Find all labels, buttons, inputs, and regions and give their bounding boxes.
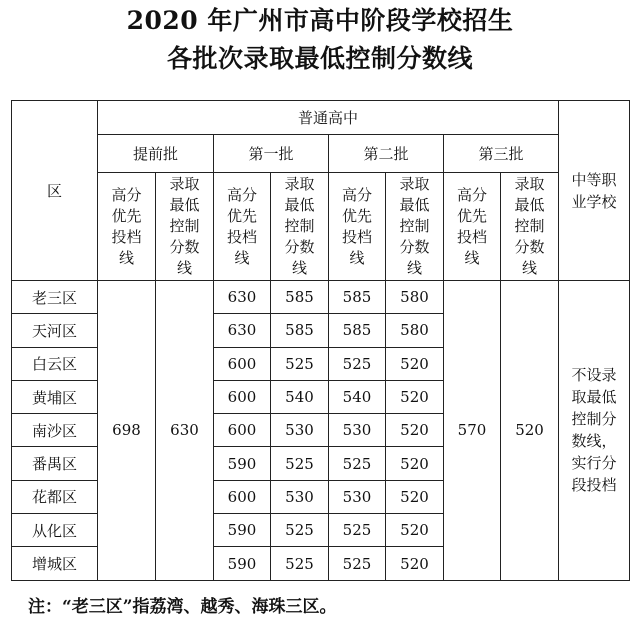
first-min-score: 525 xyxy=(271,514,329,547)
first-min-score: 525 xyxy=(271,447,329,480)
batch-header-early: 提前批 xyxy=(98,135,214,173)
early-high-score: 698 xyxy=(98,281,156,581)
first-min-score: 540 xyxy=(271,380,329,413)
first-high-score: 600 xyxy=(214,480,271,513)
first-high-score: 600 xyxy=(214,380,271,413)
header-row-general xyxy=(12,101,630,135)
district-name: 天河区 xyxy=(12,314,98,347)
first-min-score-header: 录取 最低 控制 分数 线 xyxy=(271,173,329,281)
general-high-school-header: 普通高中 xyxy=(98,101,559,135)
vocational-note: 不设录 取最低 控制分 数线， 实行分 段投档 xyxy=(559,281,630,581)
first-high-score: 590 xyxy=(214,514,271,547)
early-min-score: 630 xyxy=(156,281,214,581)
second-min-score-header: 录取 最低 控制 分数 线 xyxy=(386,173,444,281)
district-header: 区 xyxy=(12,101,98,281)
early-min-score-header: 录取 最低 控制 分数 线 xyxy=(156,173,214,281)
second-min-score: 520 xyxy=(386,414,444,447)
third-min-score-header: 录取 最低 控制 分数 线 xyxy=(501,173,559,281)
second-high-score: 585 xyxy=(329,281,386,314)
second-high-score: 525 xyxy=(329,514,386,547)
first-min-score: 585 xyxy=(271,281,329,314)
district-name: 白云区 xyxy=(12,347,98,380)
district-name: 花都区 xyxy=(12,480,98,513)
first-min-score: 525 xyxy=(271,547,329,580)
first-high-score-header: 高分 优先 投档 线 xyxy=(214,173,271,281)
header-row-sub xyxy=(12,173,630,281)
district-name: 南沙区 xyxy=(12,414,98,447)
footnote: 注：“老三区”指荔湾、越秀、海珠三区。 xyxy=(28,597,337,617)
district-name: 增城区 xyxy=(12,547,98,580)
first-min-score: 525 xyxy=(271,347,329,380)
document-title-line1: 2020 年广州市高中阶段学校招生 xyxy=(126,6,514,35)
early-high-score-header: 高分 优先 投档 线 xyxy=(98,173,156,281)
second-high-score: 585 xyxy=(329,314,386,347)
score-table xyxy=(11,100,630,581)
third-min-score: 520 xyxy=(501,281,559,581)
second-min-score: 520 xyxy=(386,547,444,580)
second-high-score: 540 xyxy=(329,380,386,413)
second-high-score: 525 xyxy=(329,447,386,480)
second-high-score: 525 xyxy=(329,347,386,380)
batch-header-second: 第二批 xyxy=(329,135,444,173)
first-high-score: 600 xyxy=(214,347,271,380)
second-min-score: 580 xyxy=(386,281,444,314)
second-min-score: 580 xyxy=(386,314,444,347)
second-high-score: 525 xyxy=(329,547,386,580)
first-min-score: 530 xyxy=(271,480,329,513)
first-high-score: 630 xyxy=(214,281,271,314)
third-high-score-header: 高分 优先 投档 线 xyxy=(444,173,501,281)
district-name: 从化区 xyxy=(12,514,98,547)
vocational-header: 中等职 业学校 xyxy=(559,101,630,281)
first-min-score: 585 xyxy=(271,314,329,347)
second-min-score: 520 xyxy=(386,480,444,513)
district-name: 黄埔区 xyxy=(12,380,98,413)
second-min-score: 520 xyxy=(386,347,444,380)
third-high-score: 570 xyxy=(444,281,501,581)
district-name: 番禺区 xyxy=(12,447,98,480)
second-min-score: 520 xyxy=(386,447,444,480)
first-high-score: 590 xyxy=(214,547,271,580)
first-high-score: 630 xyxy=(214,314,271,347)
second-high-score: 530 xyxy=(329,414,386,447)
district-name: 老三区 xyxy=(12,281,98,314)
first-min-score: 530 xyxy=(271,414,329,447)
second-high-score-header: 高分 优先 投档 线 xyxy=(329,173,386,281)
second-high-score: 530 xyxy=(329,480,386,513)
second-min-score: 520 xyxy=(386,380,444,413)
score-table-body xyxy=(12,101,630,581)
first-high-score: 600 xyxy=(214,414,271,447)
header-row-batches xyxy=(12,135,630,173)
table-row xyxy=(12,281,630,314)
document-title-line2: 各批次录取最低控制分数线 xyxy=(166,44,473,73)
first-high-score: 590 xyxy=(214,447,271,480)
second-min-score: 520 xyxy=(386,514,444,547)
batch-header-third: 第三批 xyxy=(444,135,559,173)
batch-header-first: 第一批 xyxy=(214,135,329,173)
